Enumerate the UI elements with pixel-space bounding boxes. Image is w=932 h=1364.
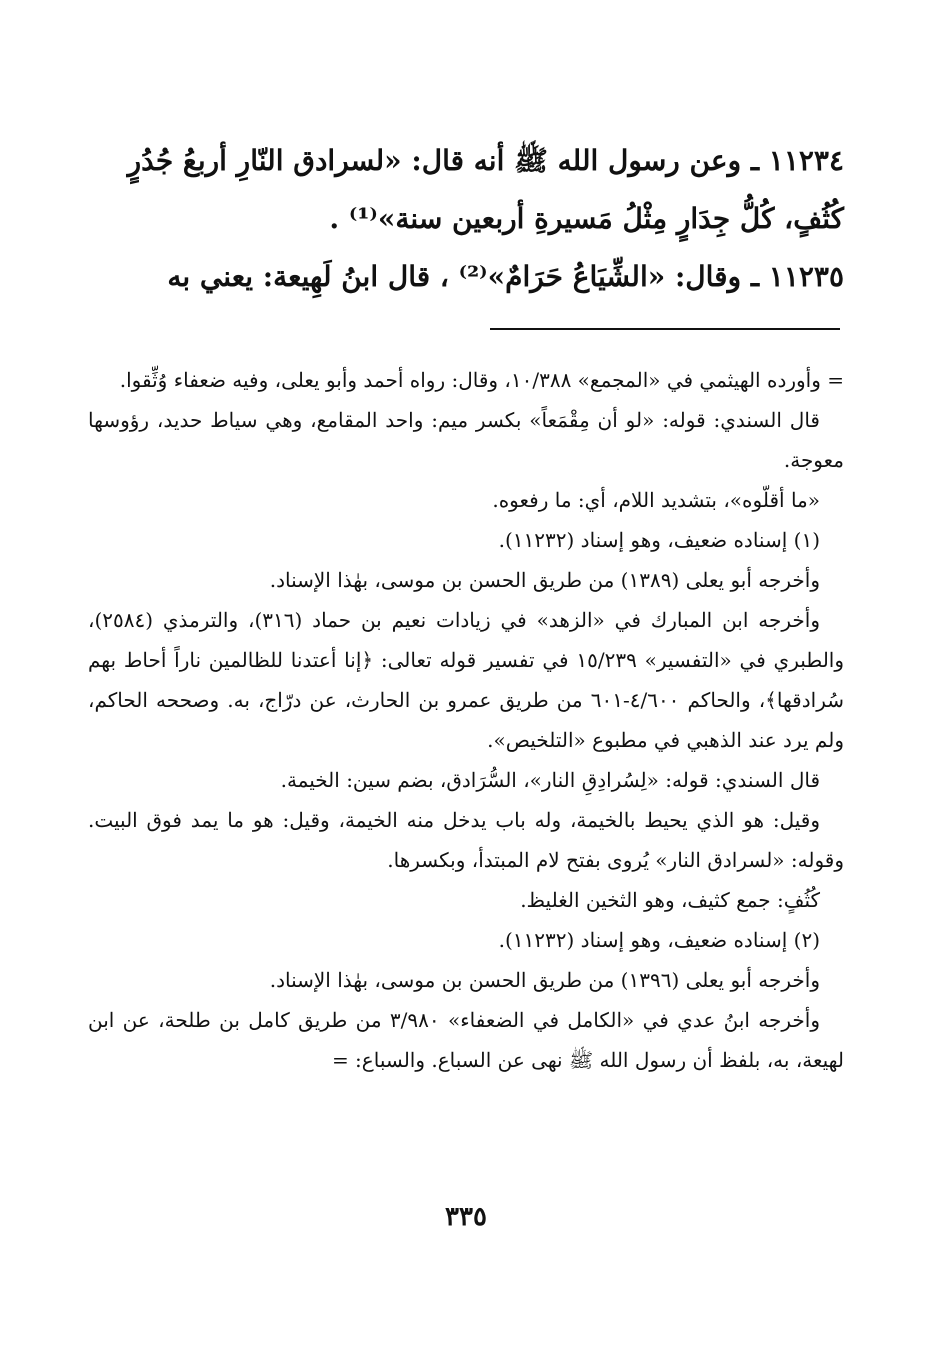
footnote-paragraph: كُثُفٍ: جمع كثيف، وهو الثخين الغليظ. bbox=[520, 888, 820, 912]
page-number: ٣٣٥ bbox=[445, 1202, 487, 1232]
footnote-paragraph: وأخرجه ابن المبارك في «الزهد» في زيادات نعيم بن حماد (٣١٦)، والترمذي (٢٥٨٤)، والطبري في «التفسير» ١٥/٢٣٩ في تفسير قوله تعالى: ﴿إنا أعتدنا للظالمين ناراً أحاط بهم سُرادقها﴾، والحاكم ٤/٦٠٠-٦٠١ من طريق عمرو بن الحارث، عن درّاج، به. وصححه الحاكم، ولم يرد عند الذهبي في مطبوع «التلخيص». bbox=[88, 608, 845, 752]
footnote-paragraph: وأخرجه أبو يعلى (١٣٨٩) من طريق الحسن بن موسى، بهٰذا الإسناد. bbox=[269, 568, 820, 592]
footnote-paragraph: وأخرجه ابنُ عدي في «الكامل في الضعفاء» ٣/٩٨٠ من طريق كامل بن طلحة، عن ابن لهيعة، به، بلفظ أن رسول الله ﷺ نهى عن السباع. والسباع: = bbox=[88, 1008, 844, 1072]
footnote-paragraph: قال السندي: قوله: «لِسُرادِقِ النار»، السُّرَادق، بضم سين: الخيمة. bbox=[280, 768, 820, 792]
hadith-11234-line-2: كُثُفٍ، كُلُّ جِدَارٍ مِثْلُ مَسيرةِ أربعين سنة»⁽¹⁾ . bbox=[329, 202, 844, 235]
footnote-paragraph: قال السندي: قوله: «لو أن مِقْمَعاً» بكسر ميم: واحد المقامع، وهي سياط حديد، رؤوسها معوجة. bbox=[88, 408, 844, 472]
footnote-separator bbox=[490, 328, 840, 330]
footnote-paragraph: وأخرجه أبو يعلى (١٣٩٦) من طريق الحسن بن موسى، بهٰذا الإسناد. bbox=[269, 968, 820, 992]
footnote-1: (١) إسناده ضعيف، وهو إسناد (١١٢٣٢). bbox=[498, 528, 820, 552]
footnote-2: (٢) إسناده ضعيف، وهو إسناد (١١٢٣٢). bbox=[498, 928, 820, 952]
hadith-11234-line-1: ١١٢٣٤ ـ وعن رسول الله ﷺ أنه قال: «لسرادق النّارِ أربعُ جُدُرٍ bbox=[127, 144, 844, 177]
hadith-text bbox=[88, 132, 844, 306]
footnote-paragraph: «ما أقلّوه»، بتشديد اللام، أي: ما رفعوه. bbox=[492, 488, 820, 512]
footnote-continuation: = وأورده الهيثمي في «المجمع» ١٠/٣٨٨، وقال: رواه أحمد وأبو يعلى، وفيه ضعفاء وُثِّقوا. bbox=[119, 368, 844, 392]
footnotes bbox=[88, 360, 844, 1080]
footnote-paragraph: وقيل: هو الذي يحيط بالخيمة، وله باب يدخل منه الخيمة، وقيل: هو ما يمد فوق البيت. وقوله: «لسرادق النار» يُروى بفتح لام المبتدأ، وبكسرها. bbox=[88, 808, 844, 872]
hadith-11235-line-1: ١١٢٣٥ ـ وقال: «الشِّيَاعُ حَرَامٌ»⁽²⁾ ، قال ابنُ لَهِيعة: يعني به bbox=[167, 260, 844, 293]
